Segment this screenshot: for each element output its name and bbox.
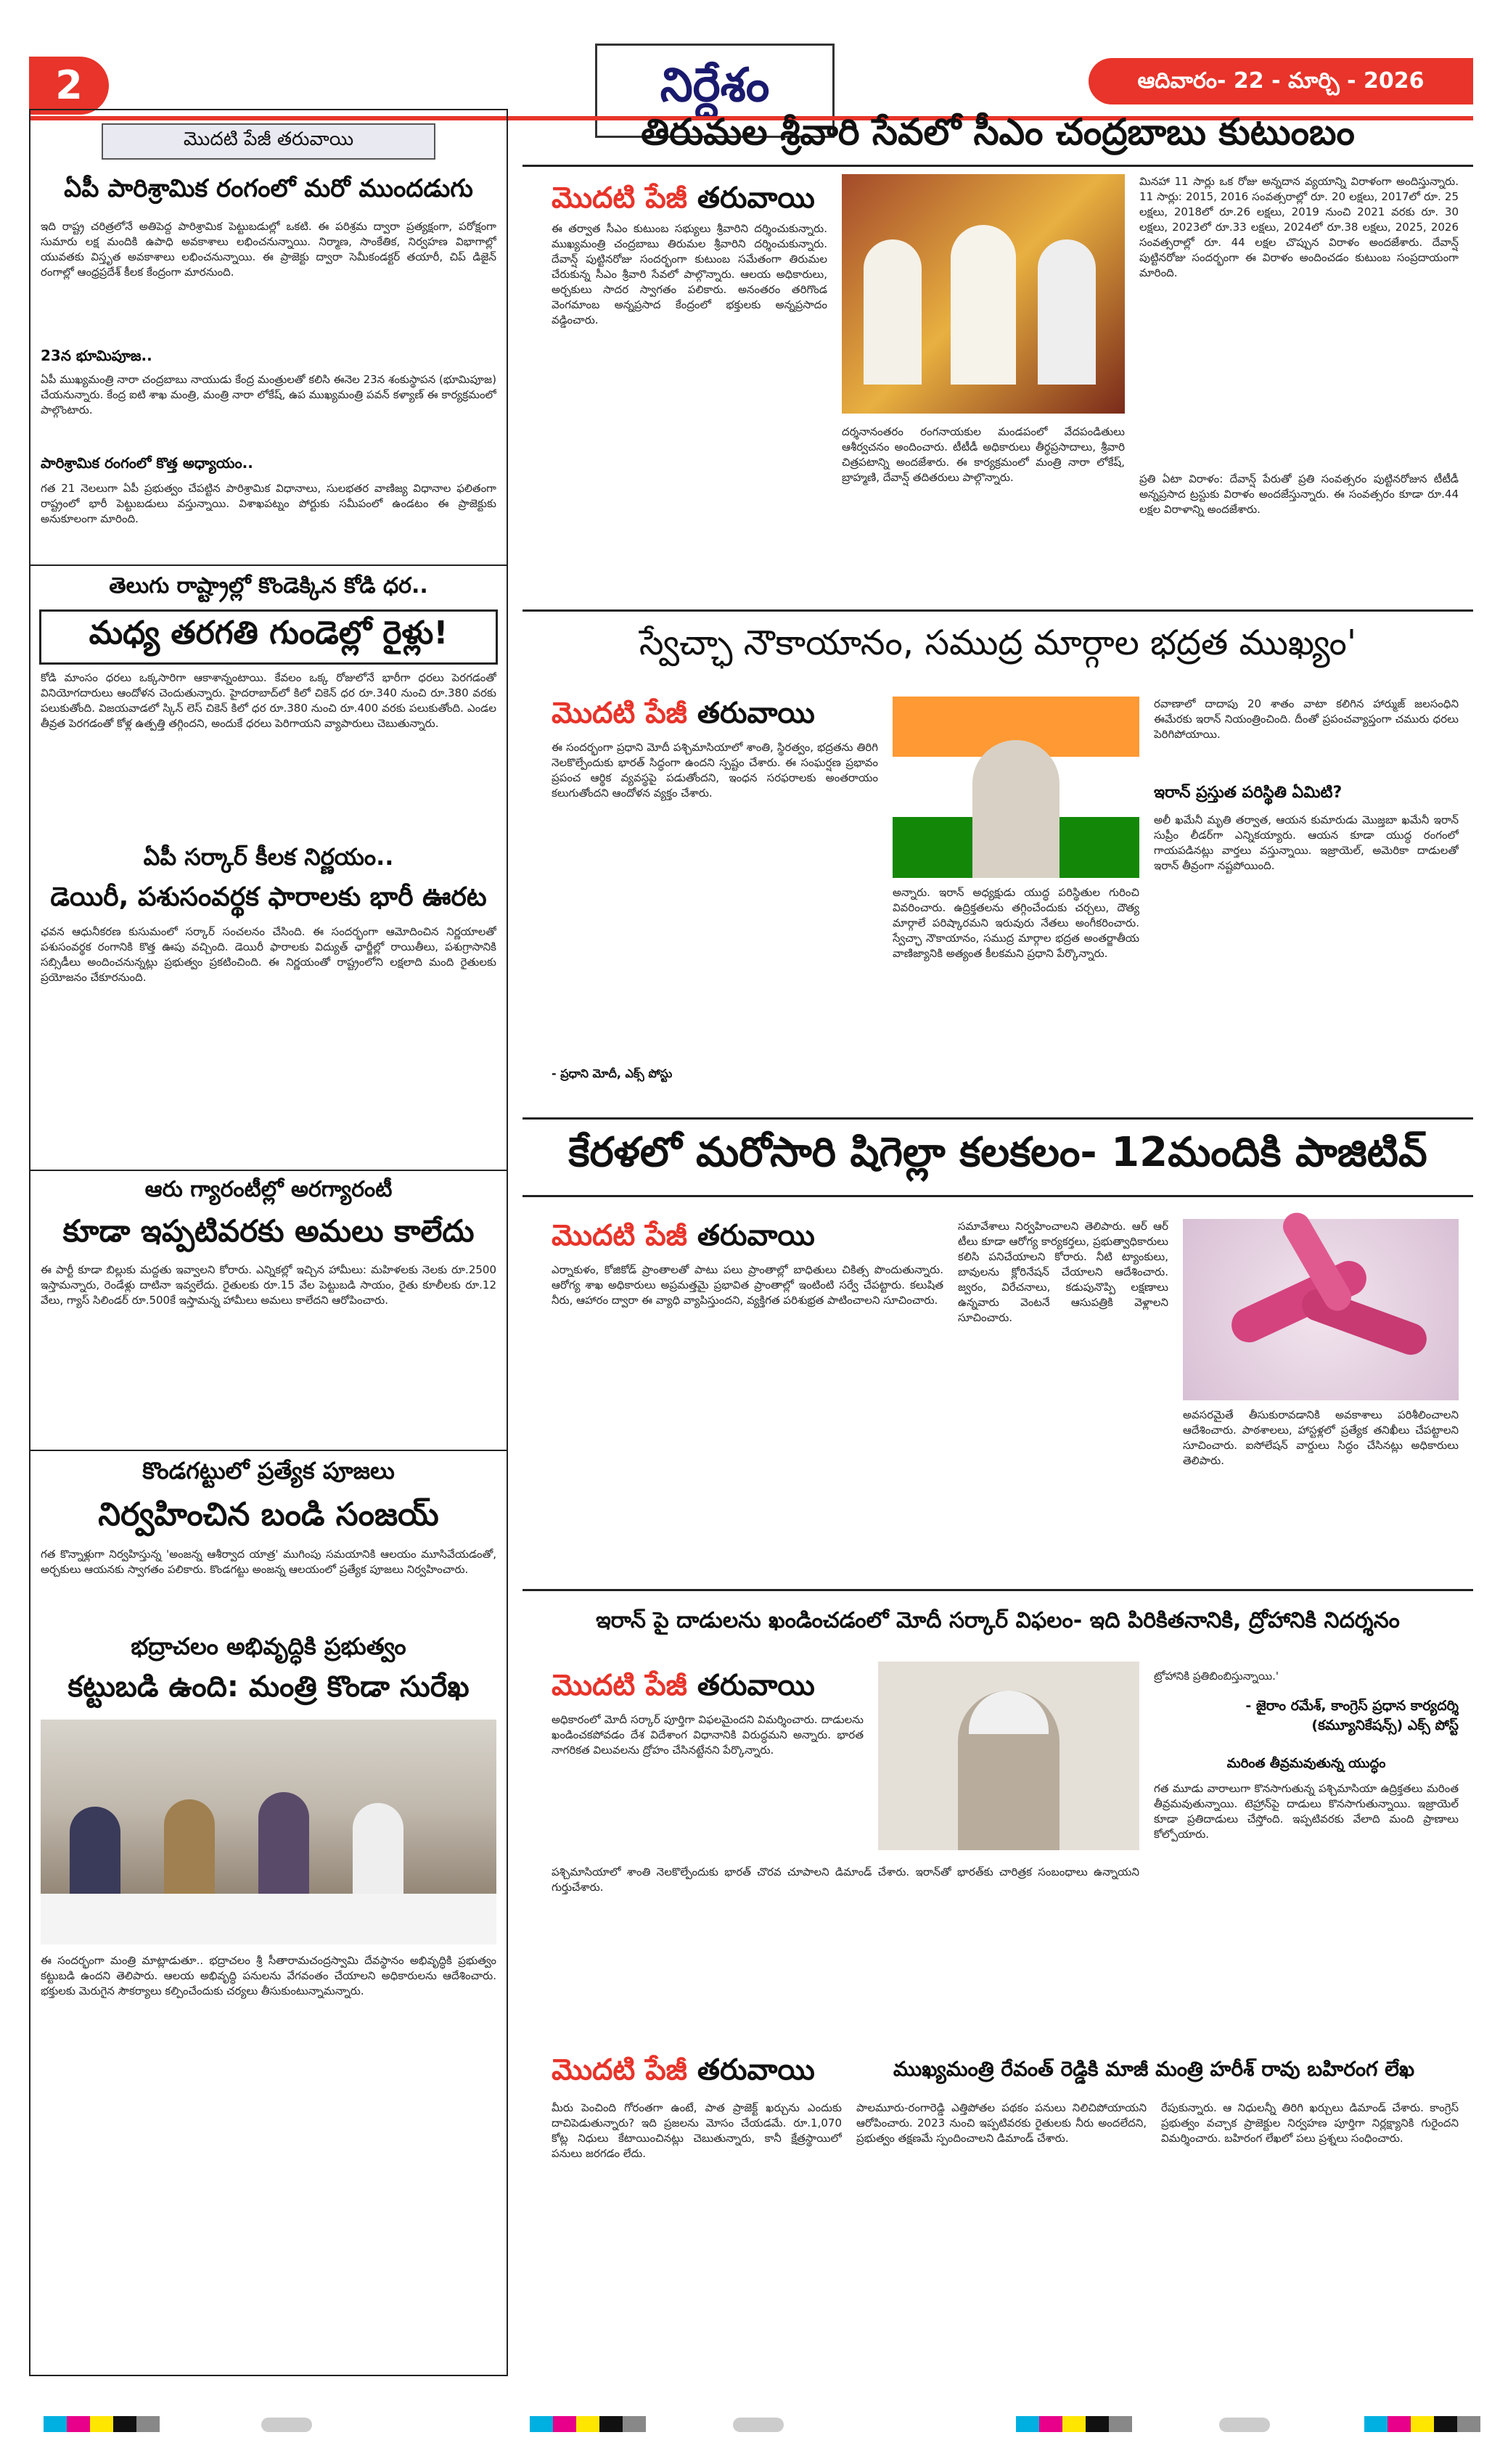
tirumala-body4: ప్రతి ఏటా విరాళం: దేవాన్ష్ పేరుతో ప్రతి సంవత్సరం పుట్టినరోజున టీటీడీ అన్నప్రసాద ట్రస్టుకు విరాళం అందజేస్తున్నారు. ఈ సంవత్సరం కూడా రూ.44 లక్షల విరాళాన్ని అందజేశారు. xyxy=(1139,472,1459,516)
tirumala-photo xyxy=(842,174,1125,414)
revanth-body3: రేపుకున్నారు. ఆ నిధులన్నీ తిరిగి ఖర్చులు డిమాండ్ చేశారు. కాంగ్రెస్ ప్రభుత్వం వచ్చాక ప్రాజెక్టుల నిర్వహణ పూర్తిగా నిర్లక్ష్యానికి గురైందని విమర్శించారు. బహిరంగ లేఖలో పలు ప్రశ్నలు సంధించారు. xyxy=(1161,2101,1459,2145)
iran-quote: ట్రోహానికి ప్రతిబింబిస్తున్నాయి.' xyxy=(1154,1670,1279,1683)
kerala-body2: సమావేశాలు నిర్వహించాలని తెలిపారు. ఆర్ ఆర్ టీలు కూడా ఆరోగ్య కార్యకర్తలు, ప్రభుత్వాధికారులు కలిసి పనిచేయాలని కోరారు. నీటి ట్యాంకులు, బావులను క్లోరినేషన్ చేయాలని ఆదేశించారు. జ్వరం, విరేచనాలు, కడుపునొప్పి లక్షణాలు ఉన్నవారు వెంటనే ఆసుపత్రికి వెళ్లాలని సూచించారు. xyxy=(958,1220,1168,1324)
tirumala-body3: మినహా 11 సార్లు ఒక రోజు అన్నదాన వ్యయాన్ని విరాళంగా అందిస్తున్నారు. 11 సార్లు: 2015, 2016 సంవత్సరాల్లో రూ. 20 లక్షలు, 2017లో రూ. 25 లక్షలు, 2018లో రూ.26 లక్షలు, 2019 నుంచి 2021 వరకు రూ. 30 లక్షలు, 2023లో రూ.33 లక్షలు, 2024లో రూ.38 లక్షలు, 2025, 2026 సంవత్సరాల్లో రూ. 44 లక్షల చొప్పున విరాళం అందజేశారు. దేవాన్ష్ పుట్టినరోజు సందర్భంగా ఈ విరాళం అందించడం కుటుంబ సంప్రదాయంగా మారింది. xyxy=(1139,175,1459,279)
reg-pill-1 xyxy=(261,2418,312,2432)
iran-body1: అధికారంలో మోదీ సర్కార్ పూర్తిగా విఫలమైందని విమర్శించారు. దాడులను ఖండించకపోవడం దేశ విదేశాంగ విధానానికి విరుద్ధమని అన్నారు. భారత నాగరికత విలువలను ద్రోహం చేసినట్టేనని పేర్కొన్నారు. xyxy=(552,1713,864,1757)
swechha-body2: అన్నారు. ఇరాన్ అధ్యక్షుడు యుద్ధ పరిస్థితుల గురించి వివరించారు. ఉద్రిక్తతలను తగ్గించేందుకు చర్చలు, దౌత్య మార్గాలే పరిష్కారమని ఇరువురు నేతలు అంగీకరించారు. స్వేచ్ఛా నౌకాయానం, సముద్ర మార్గాల భద్రత అంతర్జాతీయ వాణిజ్యానికి అత్యంత కీలకమని ప్రధాని పేర్కొన్నారు. xyxy=(893,886,1139,960)
kerala-body3: అవసరమైతే తీసుకురావడానికి అవకాశాలు పరిశీలించాలని ఆదేశించారు. పాఠశాలలు, హాస్టళ్లలో ప్రత్యేక తనిఖీలు చేపట్టాలని సూచించారు. ఐసోలేషన్ వార్డులు సిద్ధం చేసినట్లు అధికారులు తెలిపారు. xyxy=(1183,1408,1459,1467)
revanth-tag: మొదటి పేజీ తరువాయి xyxy=(552,2053,815,2087)
s3-kicker: ఏపీ సర్కార్ కీలక నిర్ణయం.. xyxy=(143,843,394,871)
s5-kicker: కొండగట్టులో ప్రత్యేక పూజలు xyxy=(142,1457,395,1484)
color-bar-right-1 xyxy=(1016,2416,1132,2432)
s5-body: గత కొన్నాళ్లుగా నిర్వహిస్తున్న 'అంజన్న ఆశీర్వాద యాత్ర' ముగింపు సమయానికి ఆలయం మూసివేయడంతో, అర్చకులు ఆయనకు స్వాగతం పలికారు. కొండగట్టు అంజన్న ఆలయంలో ప్రత్యేక పూజలు నిర్వహించారు. xyxy=(41,1548,496,1576)
kerala-title: కేరళలో మరోసారి షిగెల్లా కలకలం- 12మందికి పాజిటివ్ xyxy=(522,1117,1473,1197)
s6-body: ఈ సందర్భంగా మంత్రి మాట్లాడుతూ.. భద్రాచలం శ్రీ సీతారామచంద్రస్వామి దేవస్థానం అభివృద్ధికి ప్రభుత్వం కట్టుబడి ఉందని తెలిపారు. ఆలయ అభివృద్ధి పనులను వేగవంతం చేయాలని అధికారులను ఆదేశించారు. భక్తులకు మెరుగైన సౌకర్యాలు కల్పించేందుకు చర్యలు తీసుకుంటున్నామన్నారు. xyxy=(41,1954,496,1997)
s4-title: కూడా ఇప్పటివరకు అమలు కాలేదు xyxy=(62,1213,475,1249)
swechha-tag: మొదటి పేజీ తరువాయి xyxy=(552,697,815,730)
s1-body3: గత 21 నెలలుగా ఏపీ ప్రభుత్వం చేపట్టిన పారిశ్రామిక విధానాలు, సులభతర వాణిజ్య విధానాల ఫలితంగా రాష్ట్రంలో భారీ పెట్టుబడులు వస్తున్నాయి. విశాఖపట్నం పోర్టుకు సమీపంలో ఉండటం ఈ ప్రాజెక్టుకు అనుకూలంగా మారింది. xyxy=(41,482,496,525)
s4-kicker: ఆరు గ్యారంటీల్లో అరగ్యారంటీ xyxy=(144,1177,393,1202)
kerala-body1: ఎర్నాకుళం, కోజికోడ్ ప్రాంతాలతో పాటు పలు ప్రాంతాల్లో బాధితులు చికిత్స పొందుతున్నారు. ఆరోగ్య శాఖ అధికారులు అప్రమత్తమై ప్రభావిత ప్రాంతాల్లో ఇంటింటి సర్వే చేపట్టారు. కలుషిత నీరు, ఆహారం ద్వారా ఈ వ్యాధి వ్యాపిస్తుందని, వ్యక్తిగత పరిశుభ్రత పాటించాలని సూచించారు. xyxy=(552,1263,943,1307)
jairam-photo xyxy=(878,1662,1139,1850)
reg-pill-3 xyxy=(1219,2418,1270,2432)
s5-title: నిర్వహించిన బండి సంజయ్ xyxy=(98,1496,439,1533)
s6-title: కట్టుబడి ఉంది: మంత్రి కొండా సురేఖ xyxy=(67,1670,470,1704)
s2-body: కోడి మాంసం ధరలు ఒక్కసారిగా ఆకాశాన్నంటాయి. కేవలం ఒక్క రోజులోనే భారీగా ధరలు పెరగడంతో వినియోగదారులు ఆందోళన చెందుతున్నారు. హైదరాబాద్‌లో కిలో చికెన్ ధర రూ.340 నుంచి రూ.380 వరకు పలుకుతోంది. విజయవాడలో స్కిన్ లెస్ చికెన్ కిలో ధర రూ.380 నుంచి రూ.400 వరకు పలుకుతోంది. ఎండల తీవ్రత పెరగడంతో కోళ్ల ఉత్పత్తి తగ్గిందని, అందుకే ధరలు పెరిగాయని వ్యాపారులు చెబుతున్నారు. xyxy=(41,671,496,730)
swechha-body1: ఈ సందర్భంగా ప్రధాని మోదీ పశ్చిమాసియాలో శాంతి, స్థిరత్వం, భద్రతను తిరిగి నెలకొల్పేందుకు భారత్ సిద్ధంగా ఉందని స్పష్టం చేశారు. ఈ సంఘర్షణ ప్రభావం ప్రపంచ ఆర్థిక వ్యవస్థపై పడుతోందని, ఇంధన సరఫరాలకు అంతరాయం కలుగుతోందని ఆందోళన వ్యక్తం చేశారు. xyxy=(552,741,878,800)
reg-pill-2 xyxy=(733,2418,784,2432)
tirumala-body2: దర్శనానంతరం రంగనాయకుల మండపంలో వేదపండితులు ఆశీర్వచనం అందించారు. టీటీడీ అధికారులు తీర్థప్రసాదాలు, శ్రీవారి చిత్రపటాన్ని అందజేశారు. ఈ కార్యక్రమంలో మంత్రి నారా లోకేష్, బ్రాహ్మణి, దేవాన్ష్ తదితరులు పాల్గొన్నారు. xyxy=(842,425,1125,484)
s1-body: ఇది రాష్ట్ర చరిత్రలోనే అతిపెద్ద పారిశ్రామిక పెట్టుబడుల్లో ఒకటి. ఈ పరిశ్రమ ద్వారా ప్రత్యక్షంగా, పరోక్షంగా సుమారు లక్ష మందికి ఉపాధి అవకాశాలు లభించనున్నాయి. నిర్మాణ, సాంకేతిక, నిర్వహణ విభాగాల్లో యువతకు విస్తృత అవకాశాలు లభించనున్నాయి. ఈ ప్రాజెక్టు ద్వారా సెమీకండక్టర్ తయారీ, చిప్ డిజైన్ రంగాల్లో ఆంధ్రప్రదేశ్ కీలక కేంద్రంగా మారనుంది. xyxy=(41,220,496,279)
swechha-subhead: ఇరాన్ ప్రస్తుత పరిస్థితి ఏమిటి? xyxy=(1154,784,1343,802)
color-bar-right-2 xyxy=(1364,2416,1480,2432)
iran-tag: మొదటి పేజీ తరువాయి xyxy=(552,1669,815,1702)
issue-date: ఆదివారం- 22 - మార్చి - 2026 xyxy=(1089,58,1473,104)
left-column xyxy=(29,109,508,2376)
revanth-body1: మీరు పెంచింది గోరంతగా ఉంటే, పాత ప్రాజెక్ట్ ఖర్చును ఎందుకు దాచిపెడుతున్నారు? ఇది ప్రజలను మోసం చేయడమే. రూ.1,070 కోట్ల నిధులు కేటాయించినట్లు చెబుతున్నారు, కానీ క్షేత్రస్థాయిలో పనులు జరగడం లేదు. xyxy=(552,2101,842,2160)
swechha-body3: రవాణాలో దాదాపు 20 శాతం వాటా కలిగిన హార్ముజ్ జలసంధిని ఈమేరకు ఇరాన్ నియంత్రించింది. దీంతో ప్రపంచవ్యాప్తంగా చమురు ధరలు పెరిగిపోయాయి. xyxy=(1154,697,1459,741)
swechha-body4: అలీ ఖమేనీ మృతి తర్వాత, ఆయన కుమారుడు మొజ్తబా ఖమేనీ ఇరాన్ సుప్రీం లీడర్‌గా ఎన్నికయ్యారు. ఆయన కూడా యుద్ధ రంగంలో గాయపడినట్లు వార్తలు వస్తున్నాయి. ఇజ్రాయెల్, అమెరికా దాడులతో ఇరాన్ తీవ్రంగా నష్టపోయింది. xyxy=(1154,813,1459,872)
s1-sub2: పారిశ్రామిక రంగంలో కొత్త అధ్యాయం.. xyxy=(41,454,253,472)
color-bar-left xyxy=(44,2416,160,2432)
iran-signature: - జైరాం రమేశ్, కాంగ్రెస్ ప్రధాన కార్యదర్శి (కమ్యూనికేషన్స్) ఎక్స్ పోస్ట్ xyxy=(1245,1698,1459,1733)
iran-body3: గత మూడు వారాలుగా కొనసాగుతున్న పశ్చిమాసియా ఉద్రిక్తతలు మరింత తీవ్రమవుతున్నాయి. టెహ్రాన్‌పై దాడులు కొనసాగుతున్నాయి. ఇజ్రాయెల్ కూడా ప్రతిదాడులు చేస్తోంది. ఇప్పటివరకు వేలాది మంది ప్రాణాలు కోల్పోయారు. xyxy=(1154,1782,1459,1841)
s1-body2: ఏపీ ముఖ్యమంత్రి నారా చంద్రబాబు నాయుడు కేంద్ర మంత్రులతో కలిసి ఈనెల 23న శంకుస్థాపన (భూమిపూజ) చేయనున్నారు. కేంద్ర ఐటి శాఖ మంత్రి, మంత్రి నారా లోకేష్, ఉప ముఖ్యమంత్రి పవన్ కళ్యాణ్ ఈ కార్యక్రమంలో పాల్గొంటారు. xyxy=(41,373,496,416)
meeting-photo xyxy=(41,1720,496,1944)
s4-body: ఈ పార్టీ కూడా బిల్లుకు మద్దతు ఇవ్వాలని కోరారు. ఎన్నికల్లో ఇచ్చిన హామీలు: మహిళలకు నెలకు రూ.2500 ఇస్తామన్నారు, రెండేళ్లు దాటినా ఇవ్వలేదు. రైతులకు రూ.15 వేల పెట్టుబడి సాయం, రైతు కూలీలకు రూ.12 వేలు, గ్యాస్ సిలిండర్ రూ.500కే ఇస్తామన్న హామీలు అమలు కాలేదని ఆరోపించారు. xyxy=(41,1263,496,1307)
tirumala-body1: ఈ తర్వాత సీఎం కుటుంబ సభ్యులు శ్రీవారిని దర్శించుకున్నారు. ముఖ్యమంత్రి చంద్రబాబు తిరుమల శ్రీవారిని దర్శించుకున్నారు. దేవాన్ష్ పుట్టినరోజు సందర్భంగా కుటుంబ సమేతంగా తిరుమల చేరుకున్న సీఎం శ్రీవారి సేవలో పాల్గొన్నారు. ఆలయ అధికారులు, అర్చకులు సాదర స్వాగతం పలికారు. అనంతరం తరిగొండ వెంగమాంబ అన్నప్రసాద కేంద్రంలో భక్తులకు అన్నప్రసాదం వడ్డించారు. xyxy=(552,222,827,327)
s2-kicker: తెలుగు రాష్ట్రాల్లో కొండెక్కిన కోడి ధర.. xyxy=(109,573,428,599)
bacteria-photo xyxy=(1183,1219,1459,1400)
s1-title: ఏపీ పారిశ్రామిక రంగంలో మరో ముందడుగు xyxy=(64,174,473,203)
s2-title: మధ్య తరగతి గుండెల్లో రైళ్లు! xyxy=(39,609,498,665)
revanth-title: ముఖ్యమంత్రి రేవంత్ రెడ్డికి మాజీ మంత్రి హరీశ్ రావు బహిరంగ లేఖ xyxy=(893,2057,1415,2081)
continued-tag: మొదటి పేజీ తరువాయి xyxy=(102,123,435,160)
revanth-body2: పాలమూరు-రంగారెడ్డి ఎత్తిపోతల పథకం పనులు నిలిచిపోయాయని ఆరోపించారు. 2023 నుంచి ఇప్పటివరకు రైతులకు నీరు అందలేదని, ప్రభుత్వం తక్షణమే స్పందించాలని డిమాండ్ చేశారు. xyxy=(856,2101,1147,2145)
iran-title: ఇరాన్ పై దాడులను ఖండించడంలో మోదీ సర్కార్ విఫలం- ఇది పిరికితనానికి, ద్రోహానికి నిదర్శనం xyxy=(522,1589,1473,1654)
s3-body: ఛవన ఆధునీకరణ కుసుమంలో సర్కార్ సంచలనం చేసింది. ఈ సందర్భంగా ఆమోదించిన నిర్ణయాలతో పశుసంవర్థక రంగానికి కొత్త ఊపు వచ్చింది. డెయిరీ ఫారాలకు విద్యుత్ ఛార్జీల్లో రాయితీలు, పశుగ్రాసానికి సబ్సిడీలు అందించనున్నట్లు ప్రభుత్వం ప్రకటించింది. ఈ నిర్ణయంతో రాష్ట్రంలోని లక్షలాది మంది రైతులకు ప్రయోజనం చేకూరనుంది. xyxy=(41,925,496,984)
page-number: 2 xyxy=(29,57,109,115)
modi-photo xyxy=(893,697,1139,878)
s6-kicker: భద్రాచలం అభివృద్ధికి ప్రభుత్వం xyxy=(131,1633,406,1660)
newspaper-logo: నిర్దేశం xyxy=(595,44,835,138)
tirumala-tag: మొదటి పేజీ తరువాయి xyxy=(552,181,815,215)
swechha-title: స్వేచ్ఛా నౌకాయానం, సముద్ర మార్గాల భద్రత ముఖ్యం' xyxy=(522,609,1473,682)
kerala-tag: మొదటి పేజీ తరువాయి xyxy=(552,1219,815,1252)
iran-subhead: మరింత తీవ్రమవుతున్న యుద్ధం xyxy=(1226,1756,1386,1771)
iran-body2: పశ్చిమాసియాలో శాంతి నెలకొల్పేందుకు భారత్ చొరవ చూపాలని డిమాండ్ చేశారు. ఇరాన్‌తో భారత్‌కు చారిత్రక సంబంధాలు ఉన్నాయని గుర్తుచేశారు. xyxy=(552,1865,1139,1894)
tirumala-title: తిరుమల శ్రీవారి సేవలో సీఎం చంద్రబాబు కుటుంబం xyxy=(522,109,1473,167)
color-bar-center xyxy=(530,2416,646,2432)
s1-sub1: 23న భూమిపూజ.. xyxy=(41,347,152,364)
swechha-signature: - ప్రధాని మోదీ, ఎక్స్ పోస్టు xyxy=(552,1067,673,1080)
s3-title: డెయిరీ, పశుసంవర్థక ఫారాలకు భారీ ఊరట xyxy=(50,882,487,912)
